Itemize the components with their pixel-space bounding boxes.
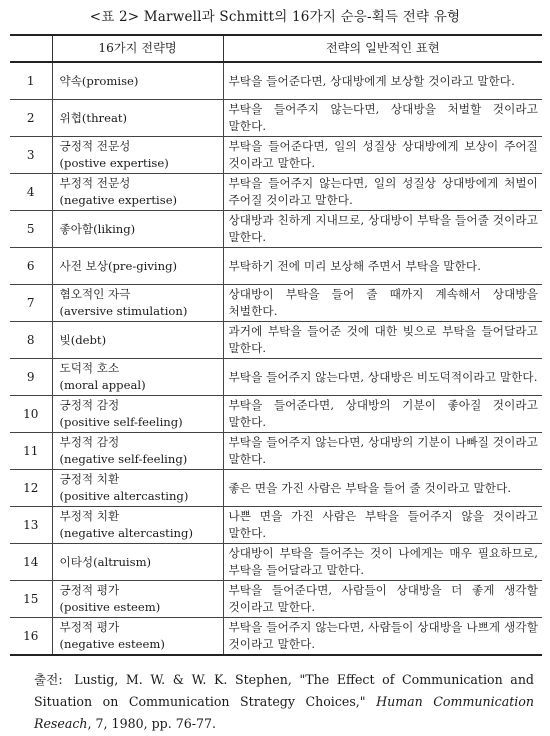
strategy-expression: 나쁜 면을 가진 사람은 부탁을 들어주지 않을 것이라고 말한다. bbox=[223, 507, 542, 544]
strategy-name-korean: 긍정적 전문성 bbox=[59, 139, 131, 154]
strategy-table bbox=[10, 34, 542, 656]
strategy-name bbox=[52, 396, 223, 433]
source-citation bbox=[34, 669, 534, 735]
strategy-name-english: (negative expertise) bbox=[59, 193, 178, 207]
strategy-expression: 부탁을 들어준다면, 상대방에게 보상할 것이라고 말한다. bbox=[223, 62, 542, 100]
table-row bbox=[10, 470, 542, 507]
strategy-name bbox=[52, 174, 223, 211]
table-row bbox=[10, 322, 542, 359]
strategy-name-english: (postive expertise) bbox=[59, 156, 169, 170]
strategy-expression: 상대방과 친하게 지내므로, 상대방이 부탁을 들어줄 것이라고 말한다. bbox=[223, 211, 542, 248]
strategy-expression: 부탁을 들어주지 않는다면, 사람들이 상대방을 나쁘게 생각할 것이라고 말한다. bbox=[223, 618, 542, 656]
strategy-expression: 상대방이 부탁을 들어 줄 때까지 계속해서 상대방을 처벌한다. bbox=[223, 285, 542, 322]
strategy-name-english: (positive altercasting) bbox=[59, 489, 189, 503]
strategy-expression: 좋은 면을 가진 사람은 부탁을 들어 줄 것이라고 말한다. bbox=[223, 470, 542, 507]
strategy-name bbox=[52, 62, 223, 100]
row-number: 2 bbox=[10, 100, 52, 137]
strategy-name-korean: 긍정적 치환 bbox=[59, 472, 120, 487]
source-journal: Human Communication Reseach bbox=[34, 694, 534, 731]
strategy-name-korean: 부정적 감정 bbox=[59, 435, 120, 450]
strategy-name bbox=[52, 433, 223, 470]
strategy-name-english: (negative esteem) bbox=[59, 637, 165, 651]
table-row bbox=[10, 137, 542, 174]
row-number: 11 bbox=[10, 433, 52, 470]
strategy-expression: 부탁을 들어주지 않는다면, 상대방의 기분이 나빠질 것이라고 말한다. bbox=[223, 433, 542, 470]
strategy-name bbox=[52, 618, 223, 656]
row-number: 8 bbox=[10, 322, 52, 359]
table-row bbox=[10, 618, 542, 656]
strategy-name-korean: 빚(debt) bbox=[59, 332, 107, 347]
row-number: 7 bbox=[10, 285, 52, 322]
strategy-name-korean: 혐오적인 자극 bbox=[59, 287, 131, 302]
table-row bbox=[10, 100, 542, 137]
table-caption: <표 2> Marwell과 Schmitt의 16가지 순응-획득 전략 유형 bbox=[89, 9, 461, 25]
table-row bbox=[10, 359, 542, 396]
strategy-name bbox=[52, 544, 223, 581]
strategy-name-korean: 도덕적 호소 bbox=[59, 361, 120, 376]
row-number: 12 bbox=[10, 470, 52, 507]
header-expression: 전략의 일반적인 표현 bbox=[223, 35, 542, 62]
strategy-expression: 부탁하기 전에 미리 보상해 주면서 부탁을 말한다. bbox=[223, 248, 542, 285]
row-number: 13 bbox=[10, 507, 52, 544]
strategy-name-korean: 부정적 치환 bbox=[59, 509, 120, 524]
strategy-name bbox=[52, 211, 223, 248]
strategy-name-korean: 부정적 평가 bbox=[59, 620, 120, 635]
table-row bbox=[10, 507, 542, 544]
header-number bbox=[10, 35, 52, 62]
strategy-name bbox=[52, 285, 223, 322]
source-text: Lustig, M. W. & W. K. Stephen, "The Effect of Communication and Situation on Communication Strategy Choices," bbox=[34, 672, 534, 709]
strategy-name bbox=[52, 581, 223, 618]
table-row bbox=[10, 285, 542, 322]
strategy-name bbox=[52, 359, 223, 396]
strategy-expression: 부탁을 들어준다면, 사람들이 상대방을 더 좋게 생각할 것이라고 말한다. bbox=[223, 581, 542, 618]
row-number: 1 bbox=[10, 62, 52, 100]
table-row bbox=[10, 174, 542, 211]
row-number: 16 bbox=[10, 618, 52, 656]
strategy-expression: 부탁을 들어준다면, 상대방의 기분이 좋아질 것이라고 말한다. bbox=[223, 396, 542, 433]
row-number: 3 bbox=[10, 137, 52, 174]
strategy-name bbox=[52, 137, 223, 174]
strategy-expression: 과거에 부탁을 들어준 것에 대한 빚으로 부탁을 들어달라고 말한다. bbox=[223, 322, 542, 359]
strategy-name-korean: 약속(promise) bbox=[59, 73, 139, 88]
strategy-name-korean: 긍정적 평가 bbox=[59, 583, 120, 598]
row-number: 6 bbox=[10, 248, 52, 285]
row-number: 14 bbox=[10, 544, 52, 581]
row-number: 5 bbox=[10, 211, 52, 248]
strategy-name bbox=[52, 248, 223, 285]
table-row bbox=[10, 211, 542, 248]
header-strategy-name: 16가지 전략명 bbox=[52, 35, 223, 62]
strategy-name-english: (positive self-feeling) bbox=[59, 415, 183, 429]
strategy-name-english: (moral appeal) bbox=[59, 378, 146, 392]
source-label: 출전: bbox=[34, 672, 63, 687]
strategy-name-korean: 좋아함(liking) bbox=[59, 221, 136, 236]
strategy-name bbox=[52, 322, 223, 359]
strategy-name bbox=[52, 470, 223, 507]
source-text-end: , 7, 1980, pp. 76-77. bbox=[87, 716, 217, 731]
strategy-name-korean: 긍정적 감정 bbox=[59, 398, 120, 413]
strategy-name-english: (negative altercasting) bbox=[59, 526, 193, 540]
strategy-expression: 부탁을 들어주지 않는다면, 상대방은 비도덕적이라고 말한다. bbox=[223, 359, 542, 396]
table-row bbox=[10, 62, 542, 100]
strategy-expression: 부탁을 들어준다면, 일의 성질상 상대방에게 보상이 주어질 것이라고 말한다. bbox=[223, 137, 542, 174]
strategy-expression: 부탁을 들어주지 않는다면, 상대방을 처벌할 것이라고 말한다. bbox=[223, 100, 542, 137]
strategy-name-english: (aversive stimulation) bbox=[59, 304, 188, 318]
row-number: 4 bbox=[10, 174, 52, 211]
strategy-name-korean: 사전 보상(pre-giving) bbox=[59, 258, 178, 273]
strategy-expression: 부탁을 들어주지 않는다면, 일의 성질상 상대방에게 처벌이 주어질 것이라고 말한다. bbox=[223, 174, 542, 211]
row-number: 10 bbox=[10, 396, 52, 433]
strategy-name bbox=[52, 507, 223, 544]
table-row bbox=[10, 396, 542, 433]
row-number: 9 bbox=[10, 359, 52, 396]
strategy-expression: 상대방이 부탁을 들어주는 것이 나에게는 매우 필요하므로, 부탁을 들어달라고 말한다. bbox=[223, 544, 542, 581]
strategy-name-korean: 이타성(altruism) bbox=[59, 554, 152, 569]
table-row bbox=[10, 433, 542, 470]
strategy-name bbox=[52, 100, 223, 137]
table-row bbox=[10, 581, 542, 618]
table-header-row bbox=[10, 35, 542, 62]
strategy-name-english: (positive esteem) bbox=[59, 600, 161, 614]
strategy-name-korean: 위협(threat) bbox=[59, 110, 128, 125]
strategy-name-korean: 부정적 전문성 bbox=[59, 176, 131, 191]
table-row bbox=[10, 544, 542, 581]
row-number: 15 bbox=[10, 581, 52, 618]
table-row bbox=[10, 248, 542, 285]
strategy-name-english: (negative self-feeling) bbox=[59, 452, 188, 466]
